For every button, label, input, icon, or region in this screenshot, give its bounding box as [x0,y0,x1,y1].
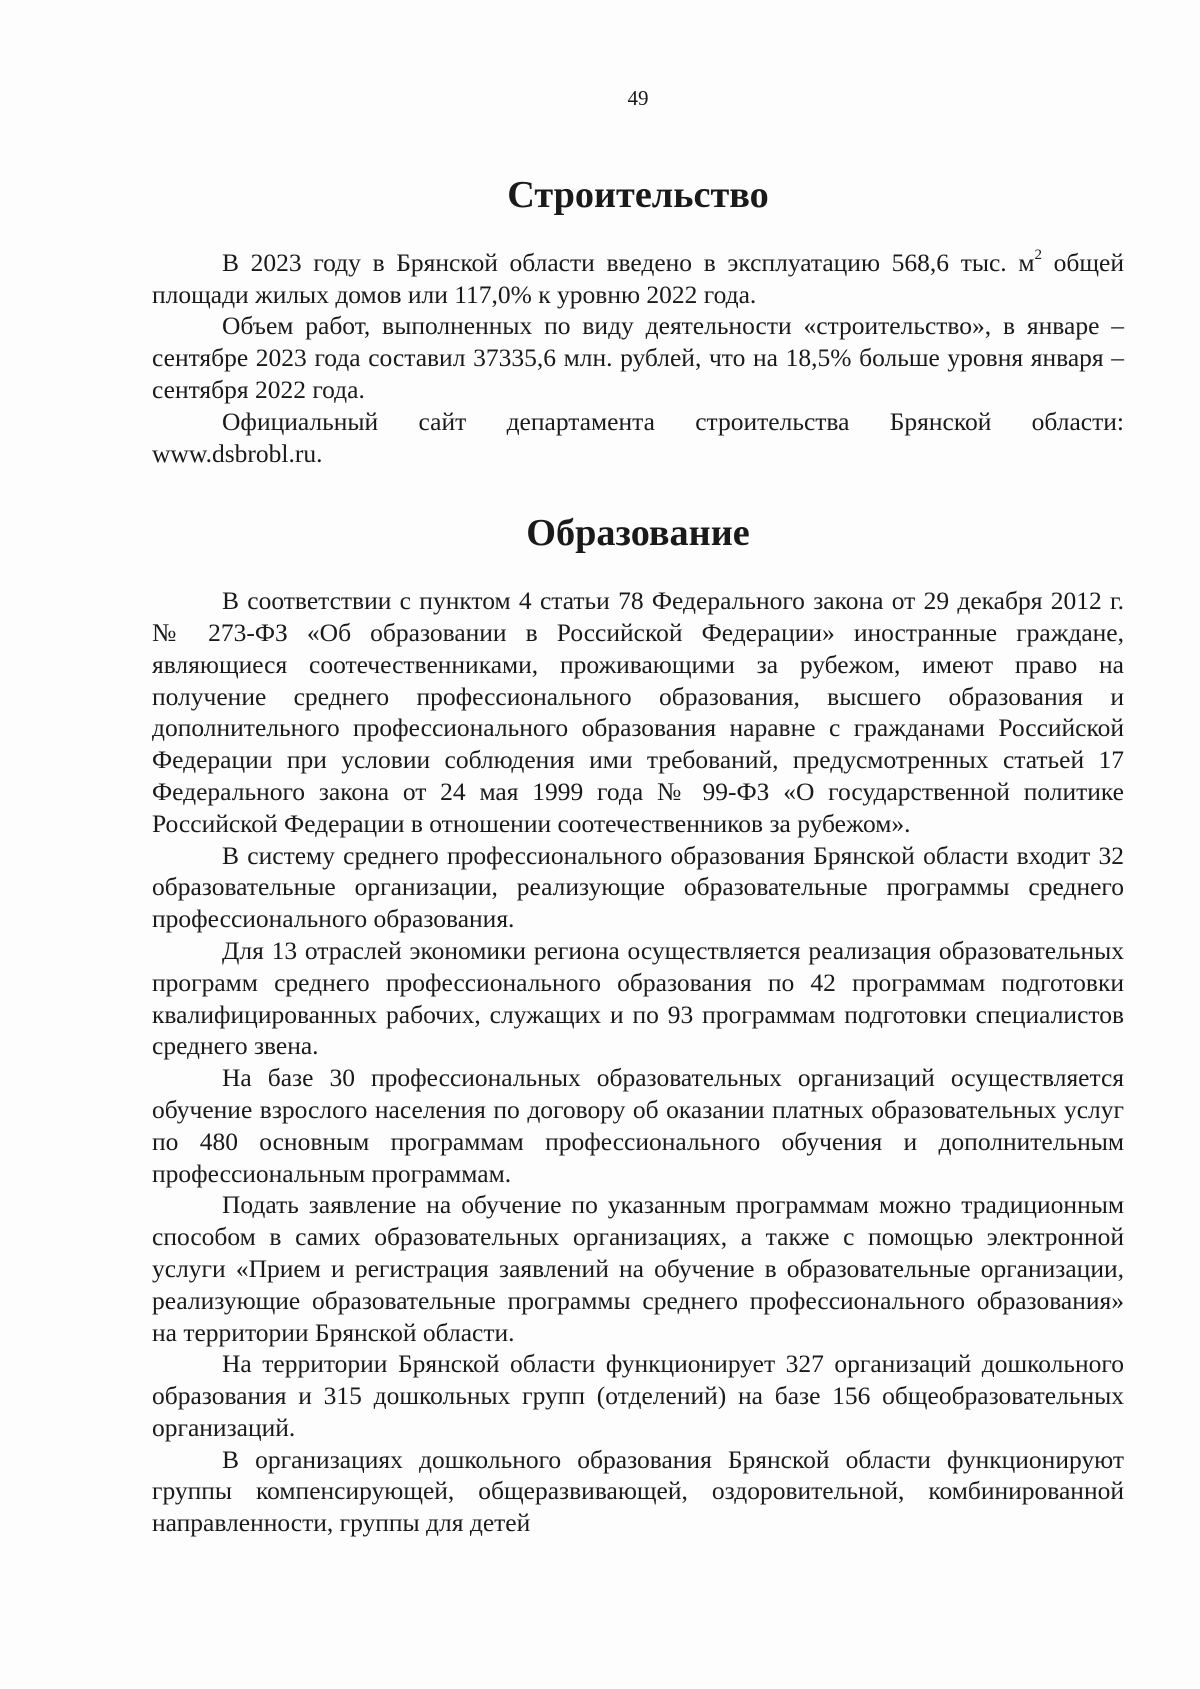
paragraph-applications: Подать заявление на обучение по указанным программам можно традиционным способом в самих образовательных организациях, а также с помощью электронной услуги «Прием и регистрация заявлений на обучение в образовательные организации, реализующие образовательные программы среднего профессионального образования» на территории Брянской области. [152,1190,1124,1347]
paragraph-construction-volume: Объем работ, выполненных по виду деятельности «строительство», в январе – сентябре 2023 года составил 37335,6 млн. рублей, что на 18,5% больше уровня января – сентября 2022 года. [152,311,1124,404]
paragraph-housing-tail: общей площади жилых домов или 117,0% к уровню 2022 года. [152,247,1124,309]
paragraph-official-site-text: Официальный сайт департамента строительства Брянской области: [222,406,1124,436]
official-site-url: www.dsbrobl.ru. [152,438,323,468]
page-content [152,174,1124,1539]
paragraph-official-site [152,406,1124,470]
section-heading-education: Образование [526,512,750,555]
paragraph-preschool-groups: В организациях дошкольного образования Брянской области функционируют группы компенсирующей, общеразвивающей, оздоровительной, комбинированной направленности, группы для детей [152,1444,1124,1538]
paragraph-preschool-count: На территории Брянской области функционирует 327 организаций дошкольного образования и 315 дошкольных групп (отделений) на базе 156 общеобразовательных организаций. [152,1349,1124,1442]
paragraph-industries: Для 13 отраслей экономики региона осуществляется реализация образовательных программ среднего профессионального образования по 42 программам подготовки квалифицированных рабочих, служащих и по 93 программам подготовки специалистов среднего звена. [152,935,1124,1061]
page-number: 49 [627,86,649,110]
paragraph-education-law: В соответствии с пунктом 4 статьи 78 Федерального закона от 29 декабря 2012 г. № 273-ФЗ «Об образовании в Российской Федерации» иностранные граждане, являющиеся соотечественниками, проживающими за рубежом, имеют право на получение среднего профессионального образования, высшего образования и дополнительного профессионального образования наравне с гражданами Российской Федерации при условии соблюдения ими требований, предусмотренных статьей 17 Федерального закона от 24 мая 1999 года № 99-ФЗ «О государственной политике Российской Федерации в отношении соотечественников за рубежом». [152,586,1124,838]
paragraph-housing [152,247,1124,311]
section-heading-construction: Строительство [507,174,769,216]
paragraph-spo-system: В систему среднего профессионального образования Брянской области входит 32 образовательные организации, реализующие образовательные программы среднего профессионального образования. [152,840,1124,934]
superscript-2: 2 [1034,247,1042,264]
paragraph-housing-text: В 2023 году в Брянской области введено в эксплуатацию 568,6 тыс. м [222,247,1035,277]
paragraph-adult-training: На базе 30 профессиональных образовательных организаций осуществляется обучение взрослого населения по договору об оказании платных образовательных услуг по 480 основным программам профессионального обучения и дополнительным профессиональным программам. [152,1063,1124,1188]
